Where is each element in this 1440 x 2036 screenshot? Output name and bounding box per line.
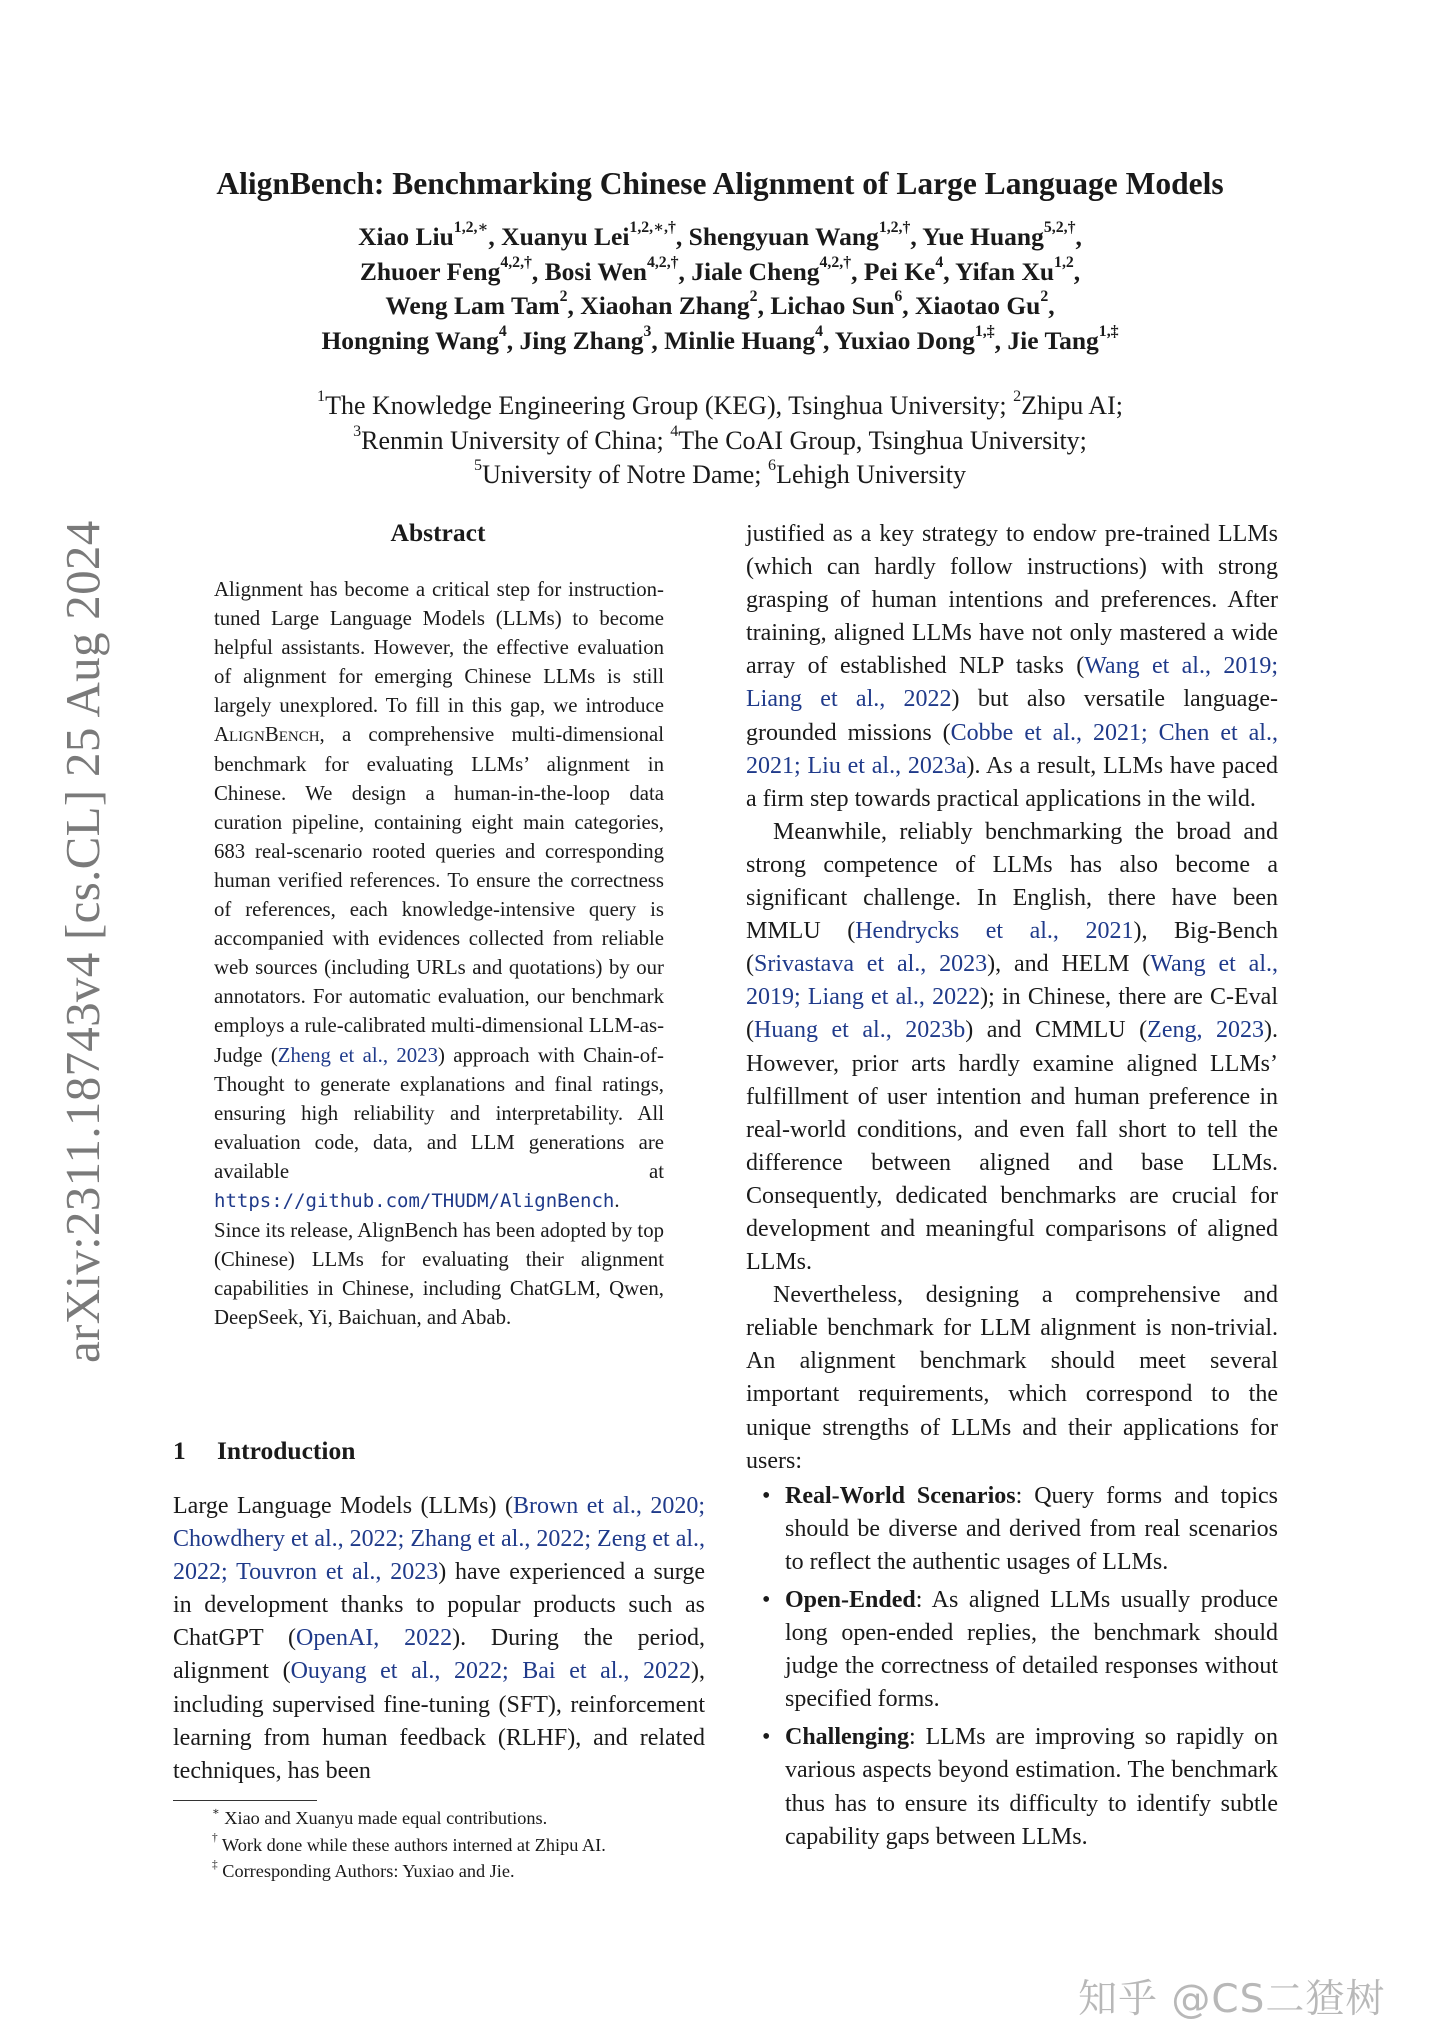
citation-separator: ;	[794, 984, 808, 1011]
arxiv-id-text[interactable]: arXiv:2311.18743v4 [cs.CL] 25 Aug 2024	[55, 520, 110, 1363]
footnote-text: Corresponding Authors: Yuxiao and Jie.	[222, 1861, 515, 1882]
citation-separator: ;	[794, 752, 808, 779]
body-text: ). As a result, LLMs have paced a firm step towards practical applications in the wild.	[746, 752, 1278, 812]
abstract-text: Alignment has become a critical step for instruction-tuned Large Language Models (LLMs) to become helpful assistants. However, the effective evaluation of alignment for emerging Chinese LLMs is still largely unexplored. To fill in this gap, we introduce	[214, 578, 664, 718]
author-affil-sup: 1,2,†	[878, 219, 911, 237]
affil-sup: 2	[1013, 388, 1022, 406]
citation-link[interactable]: Wang et al., 2019	[746, 951, 1278, 1011]
abstract-text: . Since its release, AlignBench has been adopted by top (Chinese) LLMs for evaluating their alignment capabilities in Chinese, including ChatGLM, Qwen, DeepSeek, Yi, Baichuan, and Abab.	[214, 1188, 664, 1330]
github-url-link[interactable]: https://github.com/THUDM/AlignBench	[214, 1189, 615, 1212]
author-name: Yifan Xu	[955, 256, 1055, 286]
citation-separator: ;	[698, 1493, 705, 1519]
citation-link[interactable]: Liu et al., 2023a	[807, 752, 967, 779]
citation-link[interactable]: Zeng et al., 2022	[173, 1526, 706, 1586]
author-affil-sup: 1,2,∗,†	[629, 219, 676, 237]
introduction-body	[173, 1490, 705, 1788]
author-affil-sup: 2	[1040, 288, 1049, 306]
citation-link[interactable]: Hendrycks et al., 2021	[855, 918, 1134, 945]
bullet-icon: •	[762, 1482, 771, 1509]
author-name: Zhuoer Feng	[359, 256, 501, 286]
citation-link[interactable]: Wang et al., 2019	[1084, 653, 1272, 680]
affiliation: The Knowledge Engineering Group (KEG), Tsinghua University;	[325, 391, 1007, 420]
list-term: Real-World Scenarios	[785, 1482, 1016, 1509]
author-name: Hongning Wang	[321, 325, 499, 355]
affiliations	[0, 389, 1440, 493]
bullet-icon: •	[762, 1724, 771, 1751]
affiliation-line	[0, 424, 1440, 459]
affil-sup: 3	[353, 422, 362, 440]
author-affil-sup: 1,2,∗	[453, 219, 489, 237]
author-line: Zhuoer Feng$^{4,2,\dagger}$, Bosi Wen$^{4,2,\dagger}$, Jiale Cheng$^{4,2,\dagger}$, Pei Ke$^4$, Yifan Xu$^{1,2}$,	[359, 253, 1081, 286]
citation-link[interactable]: Liang et al., 2022	[746, 686, 952, 713]
paragraph	[746, 816, 1278, 1279]
affil-sup: 6	[768, 457, 777, 475]
section-heading-introduction	[173, 1436, 355, 1466]
author-affil-sup: 4,2,†	[819, 253, 852, 271]
body-text: Meanwhile, reliably benchmarking the broad and strong competence of LLMs has also become a significant challenge. In English, there have been MMLU (	[746, 818, 1278, 945]
citation-link[interactable]: Huang et al., 2023b	[754, 1017, 966, 1044]
author-affil-sup: 1,‡	[1098, 322, 1119, 340]
affiliation: Renmin University of China;	[361, 425, 664, 455]
body-text: ), including supervised fine-tuning (SFT), reinforcement learning from human feedback (RLHF), and related techniques, has been	[173, 1658, 706, 1784]
affil-sup: 1	[317, 388, 326, 406]
list-term: Open-Ended	[785, 1587, 916, 1613]
affiliation: Lehigh University	[776, 460, 966, 489]
author-name: Weng Lam Tam	[385, 291, 560, 320]
author-affil-sup: 1,‡	[974, 322, 995, 340]
footnotes	[212, 1805, 712, 1885]
body-text: ). However, prior arts hardly examine aligned LLMs’ fulfillment of user intention and human preference in real-world conditions, and even fall short to tell the difference between aligned and base LLMs. Consequently, dedicated benchmarks are crucial for development and meaningful comparisons of aligned LLMs.	[746, 1017, 1279, 1276]
body-text: ). During the period, alignment (	[173, 1625, 705, 1685]
citation-link[interactable]: Chowdhery et al., 2022	[173, 1526, 398, 1553]
author-line: Hongning Wang$^4$, Jing Zhang$^3$, Minlie Huang$^4$, Yuxiao Dong$^{1,\ddagger}$, Jie Tang$^{1,\ddagger}$	[321, 322, 1119, 355]
footnote-mark: ∗	[212, 1805, 220, 1818]
author-name: Bosi Wen	[544, 256, 647, 286]
affil-sup: 5	[474, 457, 483, 475]
abstract-text: , a comprehensive multi-dimensional benchmark for evaluating LLMs’ alignment in Chinese. We design a human-in-the-loop data curation pipeline, containing eight main categories, 683 real-scenario rooted queries and corresponding human verified references. To ensure the correctness of references, each knowledge-intensive query is accompanied with evidences collected from reliable web sources (including URLs and quotations) by our annotators. For automatic evaluation, our benchmark employs a rule-calibrated multi-dimensional LLM-as-Judge (	[214, 723, 664, 1067]
author-name: Lichao Sun	[770, 291, 895, 320]
section-number: 1	[173, 1436, 186, 1465]
citation-link[interactable]: Cobbe et al., 2021	[950, 719, 1141, 746]
footnote	[212, 1805, 712, 1832]
citation-link[interactable]: Zheng et al., 2023	[277, 1043, 438, 1067]
paragraph: Nevertheless, designing a comprehensive and reliable benchmark for LLM alignment is non-trivial. An alignment benchmark should meet several important requirements, which correspond to the unique strengths of LLMs and their applications for users:	[746, 1282, 1278, 1474]
author-affil-sup: 1,2	[1054, 253, 1074, 271]
affiliation: University of Notre Dame;	[482, 460, 762, 489]
author-line: Xiao Liu$^{1,2,∗}$, Xuanyu Lei$^{1,2,∗,\dagger}$, Shengyuan Wang$^{1,2,\dagger}$, Yue Huang$^{5,2,\dagger}$,	[358, 219, 1082, 251]
footnote-text: Xiao and Xuanyu made equal contributions.	[224, 1808, 548, 1828]
list-text: : Query forms and topics should be diverse and derived from real scenarios to reflect the authentic usages of LLMs.	[785, 1482, 1278, 1575]
citation-link[interactable]: Brown et al., 2020	[512, 1493, 699, 1519]
list-text: : As aligned LLMs usually produce long open-ended replies, the benchmark should judge the correctness of detailed responses without specified forms.	[785, 1587, 1278, 1713]
footnote-mark: †	[212, 1832, 218, 1845]
citation-separator: ;	[1271, 653, 1278, 680]
citation-link[interactable]: Touvron et al., 2023	[236, 1559, 439, 1586]
section-title: Introduction	[217, 1436, 356, 1465]
zhihu-watermark: 知乎 @CS二猹树	[1078, 1977, 1386, 2022]
citation-link[interactable]: Liang et al., 2022	[807, 984, 981, 1011]
citation-link[interactable]: Bai et al., 2022	[522, 1658, 692, 1685]
body-text: ) and CMMLU (	[965, 1017, 1148, 1044]
author-name: Jie Tang	[1007, 325, 1099, 355]
right-column	[746, 518, 1278, 1859]
citation-separator: ;	[502, 1658, 523, 1685]
author-name: Jiale Cheng	[691, 256, 820, 286]
author-affil-sup: 4	[498, 322, 507, 340]
list-term: Challenging	[785, 1724, 910, 1751]
author-list	[0, 220, 1440, 358]
author-name: Xiaohan Zhang	[580, 291, 750, 320]
author-affil-sup: 4,2,†	[646, 253, 679, 271]
affiliation: Zhipu AI;	[1021, 391, 1123, 420]
author-affil-sup: 4	[935, 253, 944, 271]
citation-separator: ;	[397, 1526, 411, 1553]
abstract-body	[214, 575, 664, 1332]
author-affil-sup: 3	[643, 322, 652, 340]
bullet-icon: •	[762, 1587, 771, 1613]
citation-link[interactable]: Chen et al., 2021	[746, 719, 1278, 779]
paper-title: AlignBench: Benchmarking Chinese Alignment of Large Language Models	[216, 166, 1224, 201]
author-name: Yue Huang	[922, 222, 1044, 251]
body-text: justified as a key strategy to endow pre-trained LLMs (which can hardly follow instructions) with strong grasping of human intentions and preferences. After training, aligned LLMs have not only mastered a wide array of established NLP tasks (	[746, 521, 1278, 680]
author-affil-sup: 2	[749, 288, 758, 306]
author-line: Weng Lam Tam$^2$, Xiaohan Zhang$^2$, Lichao Sun$^6$, Xiaotao Gu$^2$,	[385, 288, 1055, 320]
author-name: Minlie Huang	[664, 325, 816, 355]
author-name: Shengyuan Wang	[688, 222, 879, 251]
footnote-text: Work done while these authors interned at Zhipu AI.	[221, 1834, 606, 1855]
author-name: Xiaotao Gu	[914, 291, 1041, 320]
body-text: ), Big-Bench (	[746, 918, 1278, 978]
citation-link[interactable]: Ouyang et al., 2022	[290, 1658, 502, 1685]
body-text: ) but also versatile language-grounded missions (	[746, 686, 1279, 746]
citation-link[interactable]: Zhang et al., 2022	[410, 1526, 585, 1553]
footnote-mark: ‡	[212, 1858, 218, 1871]
footnote-divider	[173, 1800, 317, 1801]
requirements-list	[746, 1480, 1278, 1854]
paragraph	[746, 518, 1278, 816]
list-text: : LLMs are improving so rapidly on various aspects beyond estimation. The benchmark thus has to ensure its difficulty to identify subtle capability gaps between LLMs.	[785, 1724, 1278, 1850]
footnote	[212, 1858, 712, 1885]
body-text: ), and HELM (	[987, 951, 1151, 978]
body-text: ) have experienced a surge in development thanks to popular products such as ChatGPT (	[173, 1559, 705, 1652]
author-affil-sup: 6	[894, 288, 903, 306]
benchmark-name: AlignBench	[214, 723, 320, 747]
author-affil-sup: 5,2,†	[1043, 219, 1076, 237]
author-name: Xiao Liu	[358, 222, 454, 251]
affiliation-line	[0, 458, 1440, 493]
author-affil-sup: 2	[559, 288, 568, 306]
affil-sup: 4	[670, 422, 679, 440]
author-affil-sup: 4,2,†	[500, 253, 532, 271]
author-name: Pei Ke	[863, 256, 936, 286]
author-affil-sup: 4	[815, 322, 823, 340]
body-text: ); in Chinese, there are C-Eval (	[746, 984, 1279, 1044]
list-item	[746, 1480, 1278, 1579]
author-name: Jing Zhang	[519, 325, 644, 355]
list-item	[746, 1721, 1278, 1853]
citation-separator: ;	[221, 1559, 237, 1586]
abstract-text: ) approach with Chain-of-Thought to generate explanations and final ratings, ensuring high reliability and interpretability. All evaluation code, data, and LLM generations are available at	[214, 1043, 664, 1183]
author-name: Yuxiao Dong	[834, 325, 975, 355]
footnote	[212, 1832, 712, 1859]
body-text: Large Language Models (LLMs) (	[173, 1493, 513, 1519]
list-item	[746, 1584, 1278, 1716]
abstract-heading: Abstract	[390, 518, 486, 547]
citation-link[interactable]: Zeng, 2023	[1147, 1017, 1265, 1044]
citation-separator: ;	[1140, 719, 1159, 746]
author-name: Xuanyu Lei	[501, 222, 630, 251]
citation-link[interactable]: OpenAI, 2022	[296, 1625, 453, 1652]
affiliation-line	[0, 389, 1440, 424]
citation-separator: ;	[584, 1526, 598, 1553]
citation-link[interactable]: Srivastava et al., 2023	[754, 951, 988, 978]
affiliation: The CoAI Group, Tsinghua University;	[678, 425, 1087, 455]
